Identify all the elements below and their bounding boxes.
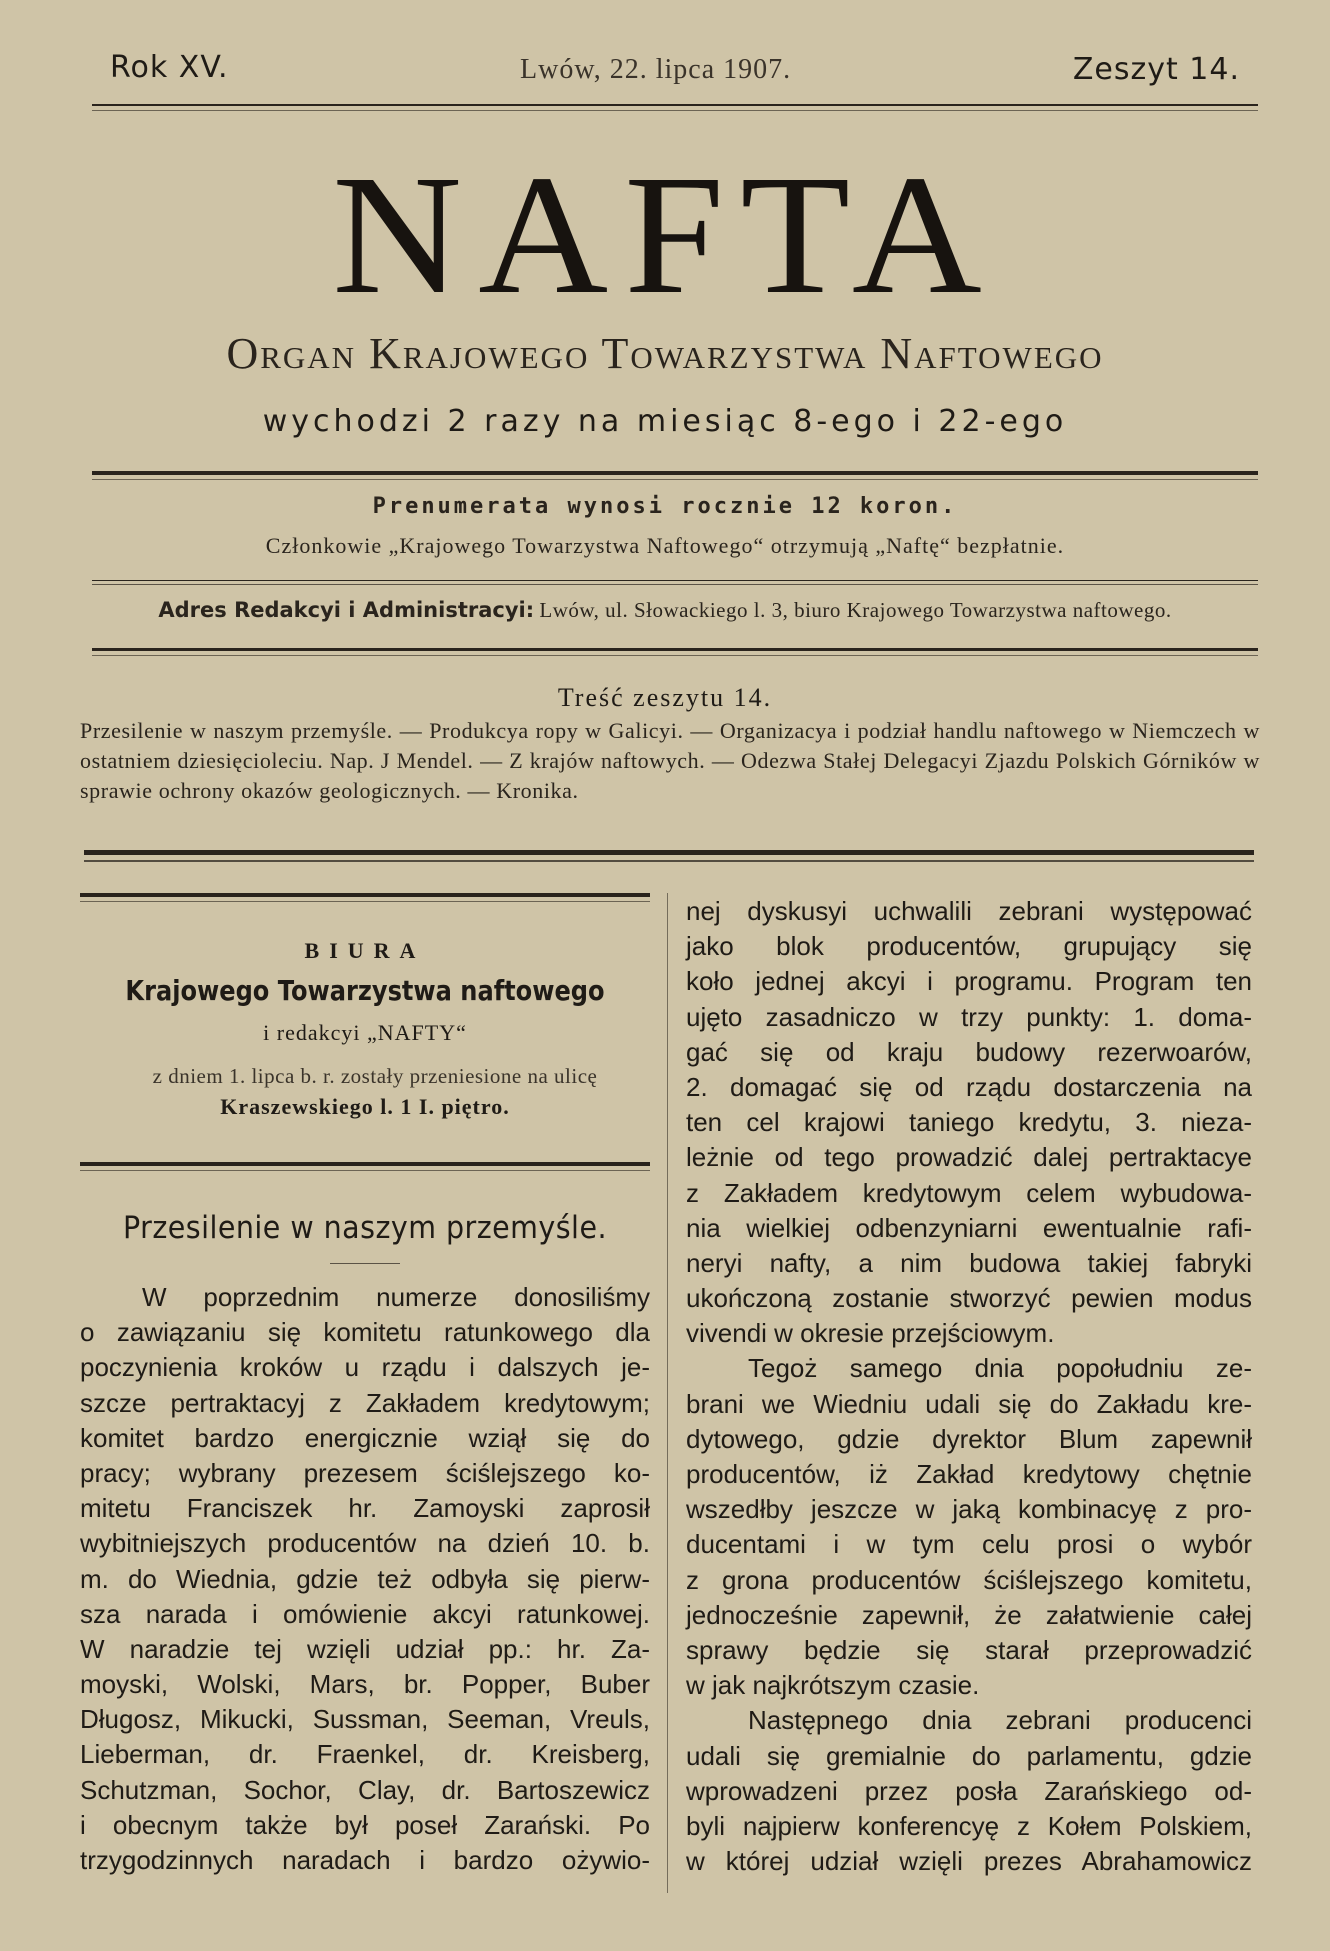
masthead-title: NAFTA: [332, 140, 998, 330]
article-line: ujęto zasadniczo w trzy punkty: 1. doma-: [686, 1001, 1252, 1032]
article-line: vivendi w okresie przejściowym.: [686, 1318, 1055, 1349]
contents-rule-thin: [84, 860, 1254, 862]
article-line: jako blok producentów, grupujący się: [686, 931, 1252, 962]
notice-rule-bottom: [80, 1162, 650, 1166]
article-line: dytowego, gdzie dyrektor Blum zapewnił: [686, 1423, 1252, 1454]
article-line: leżnie od tego prowadzić dalej pertraktacye: [686, 1142, 1252, 1173]
address-value: Lwów, ul. Słowackiego l. 3, biuro Krajowego Towarzystwa naftowego.: [539, 598, 1172, 622]
contents-title: Treść zeszytu 14.: [557, 683, 773, 712]
article-line: z grona producentów ściślejszego komitetu,: [686, 1564, 1252, 1595]
notice-heading: BIURA: [304, 938, 426, 963]
article-line: ukończoną zostanie stworzyć pewien modus: [686, 1283, 1252, 1314]
article-line: moyski, Wolski, Mars, br. Popper, Buber: [80, 1669, 650, 1700]
article-line: z Zakładem kredytowym celem wybudowa-: [686, 1177, 1252, 1208]
notice-rule-top: [80, 893, 650, 897]
article-line: neryi nafty, a nim budowa takiej fabryki: [686, 1247, 1252, 1278]
article-line: pracy; wybrany prezesem ściślejszego ko-: [80, 1457, 650, 1488]
top-rule-thin: [92, 110, 1258, 111]
article-line: o zawiązaniu się komitetu ratunkowego dla: [80, 1317, 650, 1348]
article-line: wprowadzeni przez posła Zarańskiego od-: [686, 1775, 1252, 1806]
article-line: byli najpierw konferencyę z Kołem Polskiem,: [686, 1810, 1252, 1841]
article-line: trzygodzinnych naradach i bardzo ożywio-: [80, 1845, 650, 1875]
article-column-right: [686, 894, 1252, 1879]
article-title: Przesilenie w naszym przemyśle.: [123, 1210, 607, 1246]
article-line: i obecnym także był poseł Zarański. Po: [80, 1809, 650, 1840]
issue-number: Zeszyt 14.: [1072, 52, 1240, 87]
article-line: szcze pertraktacyj z Zakładem kredytowym;: [80, 1387, 650, 1418]
article-line: ten cel krajowi taniego kredytu, 3. nieza-: [686, 1107, 1252, 1138]
article-line: 2. domagać się od rządu dostarczenia na: [686, 1071, 1252, 1102]
editorial-address: [0, 598, 1330, 623]
article-line: sza narada i omówienie akcyi ratunkowej.: [80, 1598, 650, 1629]
place-date: Lwów, 22. lipca 1907.: [520, 54, 792, 85]
notice-rule-bottom-thin: [80, 1170, 650, 1171]
article-line: nia wielkiej odbenzyniarni ewentualnie rafi-: [686, 1212, 1252, 1243]
article-line: Następnego dnia zebrani producenci: [748, 1705, 1252, 1736]
article-line: m. do Wiednia, gdzie też odbyła się pierw-: [80, 1563, 650, 1594]
article-line: Tegoż samego dnia popołudniu ze-: [748, 1353, 1252, 1384]
notice-organization: Krajowego Towarzystwa naftowego: [125, 974, 605, 1007]
article-line: W poprzednim numerze donosiliśmy: [142, 1282, 650, 1312]
article-line: wybitniejszych producentów na dzień 10. b.: [80, 1528, 650, 1559]
article-line: gać się od kraju budowy rezerwoarów,: [686, 1036, 1252, 1067]
article-line: jednocześnie zapewnił, że załatwienie całej: [686, 1599, 1252, 1630]
article-line: komitet bardzo energicznie wziął się do: [80, 1422, 650, 1453]
masthead-rule: [92, 471, 1258, 475]
masthead-rule-thin: [92, 479, 1258, 480]
article-line: W naradzie tej wzięli udział pp.: hr. Za-: [80, 1633, 650, 1664]
publication-frequency: wychodzi 2 razy na miesiąc 8-ego i 22-ego: [262, 404, 1068, 439]
members-note: Członkowie „Krajowego Towarzystwa Naftowego“ otrzymują „Naftę“ bezpłatnie.: [265, 533, 1065, 558]
notice-line-address: Kraszewskiego l. 1 I. piętro.: [220, 1094, 510, 1119]
article-line: producentów, iż Zakład kredytowy chętnie: [686, 1459, 1252, 1489]
subscription-price: Prenumerata wynosi rocznie 12 koron.: [372, 494, 958, 519]
article-line: Schutzman, Sochor, Clay, dr. Bartoszewicz: [80, 1774, 650, 1805]
article-line: Długosz, Mikucki, Sussman, Seeman, Vreuls,: [80, 1704, 650, 1735]
article-line: ducentami i w tym celu prosi o wybór: [686, 1529, 1252, 1560]
address-rule-bottom-thin: [92, 655, 1258, 656]
article-line: mitetu Franciszek hr. Zamoyski zaprosił: [80, 1493, 650, 1524]
notice-line-editorial: i redakcyi „NAFTY“: [263, 1020, 467, 1045]
article-line: w jak najkrótszym czasie.: [686, 1670, 980, 1701]
notice-rule-top-thin: [80, 901, 650, 902]
address-label: Adres Redakcyi i Administracyi:: [158, 598, 535, 622]
article-title-underline: [330, 1263, 400, 1264]
article-line: wszedłby jeszcze w jaką kombinacyę z pro-: [686, 1494, 1252, 1525]
top-rule: [92, 104, 1258, 106]
address-rule-top-2: [92, 584, 1258, 585]
article-line: Lieberman, dr. Fraenkel, dr. Kreisberg,: [80, 1739, 650, 1770]
masthead-subtitle: Organ Krajowego Towarzystwa Naftowego: [226, 329, 1104, 378]
notice-line-moved: z dniem 1. lipca b. r. zostały przeniesione na ulicę: [152, 1064, 598, 1088]
column-divider: [667, 893, 668, 1893]
contents-text: Przesilenie w naszym przemyśle. — Produkcya ropy w Galicyi. — Organizacya i podział handlu naftowego w Niemczech w ostatniem dziesięcioleciu. Nap. J Mendel. — Z krajów naftowych. — Odezwa Stałej Delegacyi Zjazdu Polskich Górników w sprawie ochrony okazów geologicznych. — Kronika.: [80, 718, 1260, 803]
article-line: sprawy będzie się starał przeprowadzić: [686, 1634, 1252, 1665]
contents-rule: [84, 850, 1254, 855]
article-line: brani we Wiedniu udali się do Zakładu kre-: [686, 1388, 1252, 1419]
address-rule-bottom: [92, 648, 1258, 651]
article-line: nej dyskusyi uchwalili zebrani występować: [686, 896, 1252, 926]
article-line: koło jednej akcyi i programu. Program ten: [686, 966, 1252, 997]
volume-year: Rok XV.: [110, 50, 229, 85]
article-line: poczynienia kroków u rządu i dalszych je-: [80, 1352, 650, 1383]
article-line: udali się gremialnie do parlamentu, gdzie: [686, 1740, 1252, 1771]
address-rule-top: [92, 580, 1258, 581]
article-column-left: [80, 1280, 650, 1878]
article-line: w której udział wzięli prezes Abrahamowicz: [686, 1846, 1252, 1877]
